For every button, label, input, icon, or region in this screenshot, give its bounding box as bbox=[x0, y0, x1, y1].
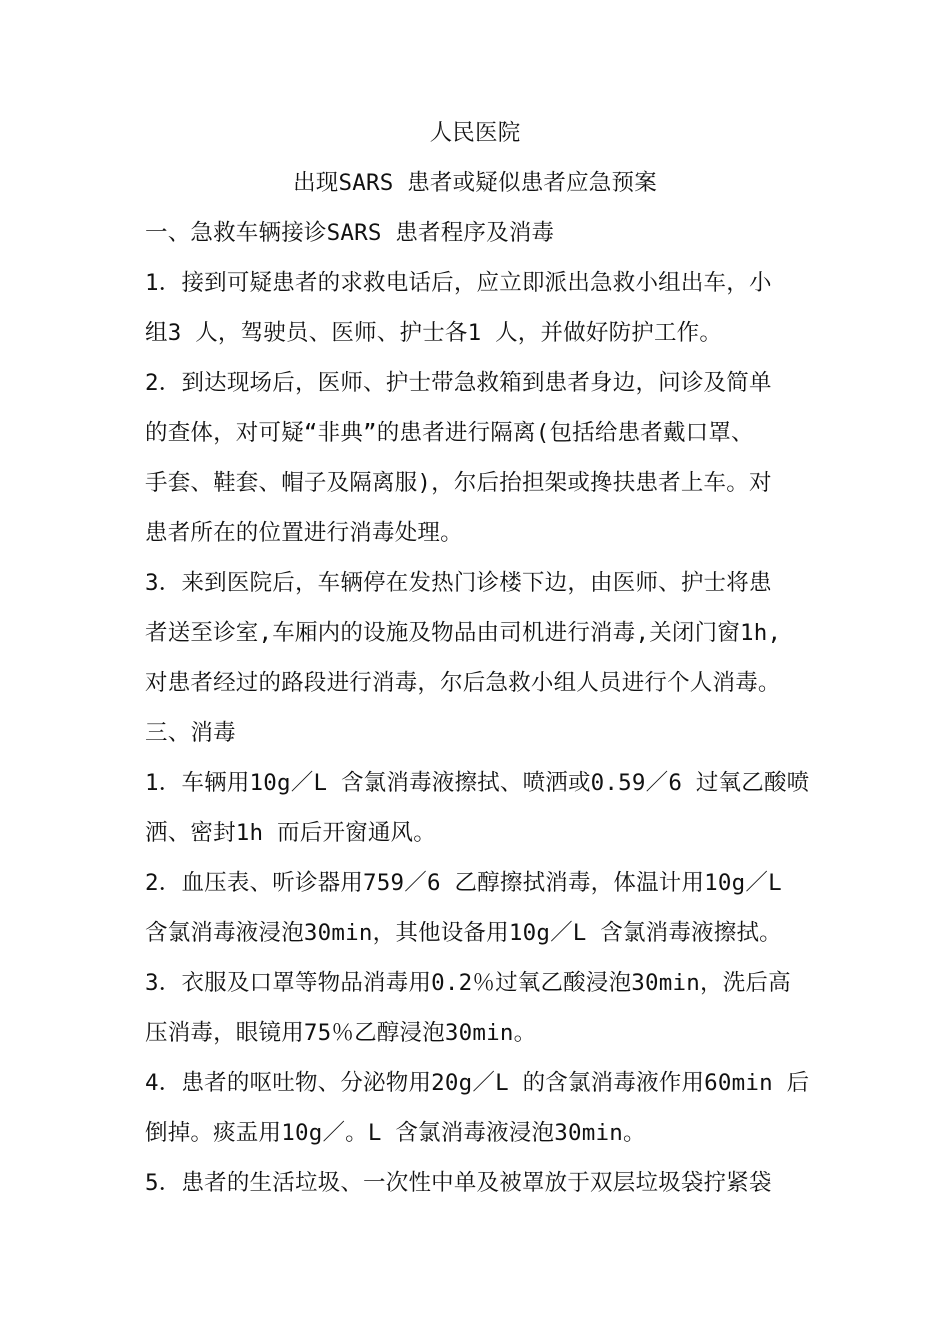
paragraph-line: 1．接到可疑患者的求救电话后，应立即派出急救小组出车，小 bbox=[145, 270, 772, 296]
paragraph-line: 组3 人，驾驶员、医师、护士各1 人，并做好防护工作。 bbox=[145, 320, 723, 346]
paragraph-line: 2．到达现场后，医师、护士带急救箱到患者身边，问诊及简单 bbox=[145, 370, 772, 396]
paragraph-line: 3．衣服及口罩等物品消毒用0.2％过氧乙酸浸泡30min，洗后高 bbox=[145, 970, 791, 996]
document-title: 人民医院 bbox=[429, 120, 521, 146]
paragraph-line: 的查体，对可疑“非典”的患者进行隔离(包括给患者戴口罩、 bbox=[145, 420, 754, 446]
paragraph-line: 患者所在的位置进行消毒处理。 bbox=[145, 520, 463, 546]
paragraph-line: 者送至诊室,车厢内的设施及物品由司机进行消毒,关闭门窗1h, bbox=[145, 620, 782, 646]
section-heading-emergency-vehicle: 一、急救车辆接诊SARS 患者程序及消毒 bbox=[145, 220, 555, 246]
document-subtitle: 出现SARS 患者或疑似患者应急预案 bbox=[293, 170, 657, 196]
paragraph-line: 压消毒，眼镜用75％乙醇浸泡30min。 bbox=[145, 1020, 537, 1046]
paragraph-line: 5．患者的生活垃圾、一次性中单及被罩放于双层垃圾袋拧紧袋 bbox=[145, 1170, 772, 1196]
paragraph-line: 手套、鞋套、帽子及隔离服)，尔后抬担架或搀扶患者上车。对 bbox=[145, 470, 772, 496]
paragraph-line: 4．患者的呕吐物、分泌物用20g／L 的含氯消毒液作用60min 后 bbox=[145, 1070, 810, 1096]
paragraph-line: 1．车辆用10g／L 含氯消毒液擦拭、喷洒或0.59／6 过氧乙酸喷 bbox=[145, 770, 810, 796]
paragraph-line: 倒掉。痰盂用10g／。L 含氯消毒液浸泡30min。 bbox=[145, 1120, 646, 1146]
paragraph-line: 3．来到医院后，车辆停在发热门诊楼下边，由医师、护士将患 bbox=[145, 570, 772, 596]
paragraph-line: 对患者经过的路段进行消毒，尔后急救小组人员进行个人消毒。 bbox=[145, 670, 781, 696]
section-heading-disinfection: 三、消毒 bbox=[145, 720, 236, 746]
paragraph-line: 2．血压表、听诊器用759／6 乙醇擦拭消毒，体温计用10g／L bbox=[145, 870, 782, 896]
paragraph-line: 洒、密封1h 而后开窗通风。 bbox=[145, 820, 436, 846]
paragraph-line: 含氯消毒液浸泡30min，其他设备用10g／L 含氯消毒液擦拭。 bbox=[145, 920, 782, 946]
